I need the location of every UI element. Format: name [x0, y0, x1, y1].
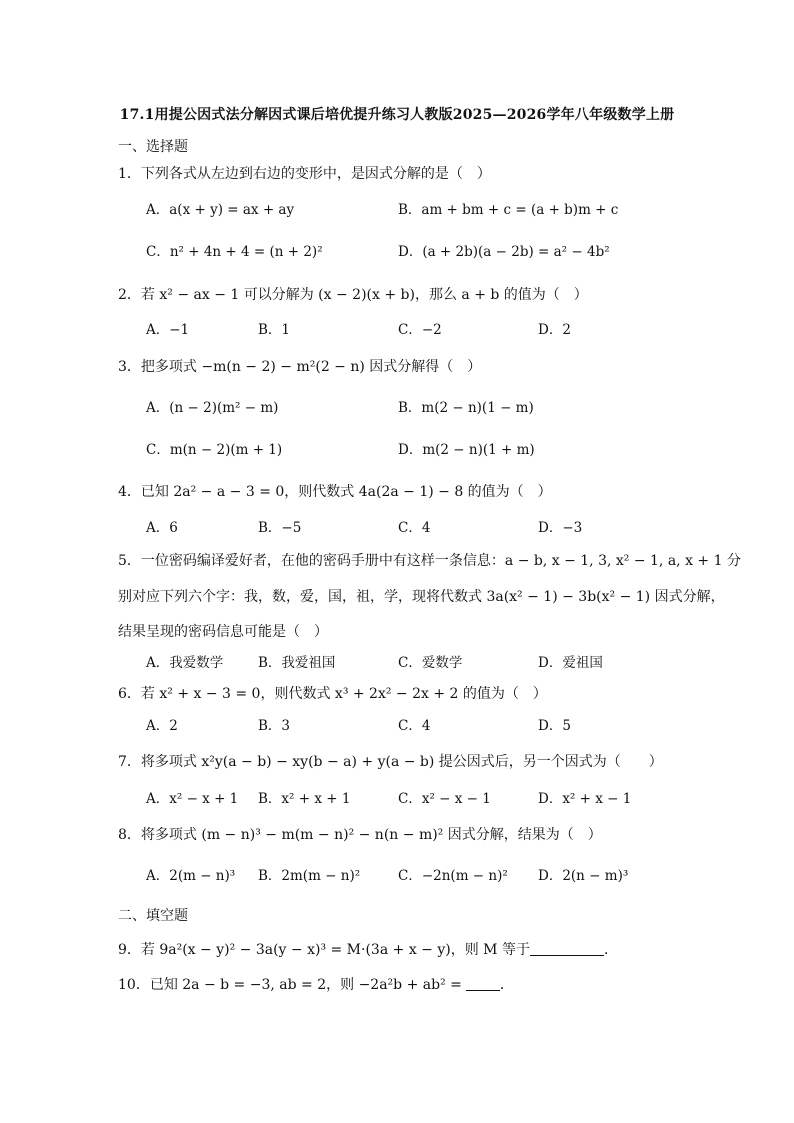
question-7-stem: 7．将多项式 x²y(a − b) − xy(b − a) + y(a − b) 提公因式后，另一个因式为（ ） [118, 754, 663, 770]
question-4-option-c: C．4 [398, 520, 431, 536]
question-7-option-b: B．x² + x + 1 [258, 791, 351, 807]
question-8-option-c: C．−2n(m − n)² [398, 868, 508, 884]
section-heading-fill: 二、填空题 [118, 908, 188, 924]
question-5-line-2: 别对应下列六个字：我，数，爱，国，祖，学，现将代数式 3a(x² − 1) − 3b(x² − 1) 因式分解， [118, 589, 725, 605]
question-1-option-a: A．a(x + y) = ax + ay [146, 202, 295, 218]
question-6-option-c: C．4 [398, 718, 431, 734]
question-5-option-c: C．爱数学 [398, 655, 463, 671]
question-4-option-a: A．6 [146, 520, 178, 536]
question-5-option-a: A．我爱数学 [146, 655, 224, 671]
question-3-option-a: A．(n − 2)(m² − m) [146, 400, 279, 416]
question-5-line-1: 5．一位密码编译爱好者，在他的密码手册中有这样一条信息：a − b, x − 1, 3, x² − 1, a, x + 1 分 [118, 553, 741, 569]
question-1-option-b: B．am + bm + c = (a + b)m + c [398, 202, 619, 218]
question-8-option-a: A．2(m − n)³ [146, 868, 236, 884]
question-1-option-d: D．(a + 2b)(a − 2b) = a² − 4b² [398, 244, 610, 260]
question-2-stem: 2．若 x² − ax − 1 可以分解为 (x − 2)(x + b)，那么 a + b 的值为（ ） [118, 287, 588, 303]
question-3-option-c: C．m(n − 2)(m + 1) [146, 442, 283, 458]
question-2-option-b: B．1 [258, 322, 291, 338]
question-6-stem: 6．若 x² + x − 3 = 0，则代数式 x³ + 2x² − 2x + 2 的值为（ ） [118, 686, 547, 702]
question-10-answer-blank[interactable] [466, 976, 500, 991]
question-7-option-c: C．x² − x − 1 [398, 791, 491, 807]
question-5-line-3: 结果呈现的密码信息可能是（ ） [118, 624, 328, 640]
question-10 [118, 975, 514, 995]
question-3-stem: 3．把多项式 −m(n − 2) − m²(2 − n) 因式分解得（ ） [118, 359, 482, 375]
question-6-option-a: A．2 [146, 718, 178, 734]
page-title: 17.1用提公因式法分解因式课后培优提升练习人教版2025—2026学年八年级数学上册 [119, 107, 675, 123]
question-6-option-d: D．5 [538, 718, 571, 734]
question-5-option-d: D．爱祖国 [538, 655, 603, 671]
question-2-option-d: D．2 [538, 322, 571, 338]
question-9-answer-blank[interactable] [530, 941, 604, 956]
question-7-option-a: A．x² − x + 1 [146, 791, 239, 807]
question-9 [118, 940, 618, 960]
question-8-option-d: D．2(n − m)³ [538, 868, 629, 884]
question-9-stem: 9．若 9a²(x − y)² − 3a(y − x)³ = M·(3a + x − y)，则 M 等于 [118, 942, 530, 958]
question-8-option-b: B．2m(m − n)² [258, 868, 361, 884]
question-4-stem: 4．已知 2a² − a − 3 = 0，则代数式 4a(2a − 1) − 8 的值为（ ） [118, 484, 552, 500]
question-8-stem: 8．将多项式 (m − n)³ − m(m − n)² − n(n − m)² 因式分解，结果为（ ） [118, 827, 602, 843]
question-2-option-c: C．−2 [398, 322, 442, 338]
question-7-option-d: D．x² + x − 1 [538, 791, 632, 807]
question-10-end: ． [499, 977, 514, 993]
question-6-option-b: B．3 [258, 718, 291, 734]
section-heading-choice: 一、选择题 [118, 139, 188, 155]
question-10-stem: 10．已知 2a − b = −3, ab = 2，则 −2a²b + ab² = [118, 977, 462, 993]
question-9-end: ． [603, 942, 618, 958]
question-4-option-d: D．−3 [538, 520, 583, 536]
question-4-option-b: B．−5 [258, 520, 302, 536]
question-5-option-b: B．我爱祖国 [258, 655, 336, 671]
question-1-stem: 1．下列各式从左边到右边的变形中，是因式分解的是（ ） [118, 166, 491, 182]
question-2-option-a: A．−1 [146, 322, 190, 338]
question-3-option-d: D．m(2 − n)(1 + m) [398, 442, 535, 458]
question-3-option-b: B．m(2 − n)(1 − m) [398, 400, 534, 416]
question-1-option-c: C．n² + 4n + 4 = (n + 2)² [146, 244, 323, 260]
